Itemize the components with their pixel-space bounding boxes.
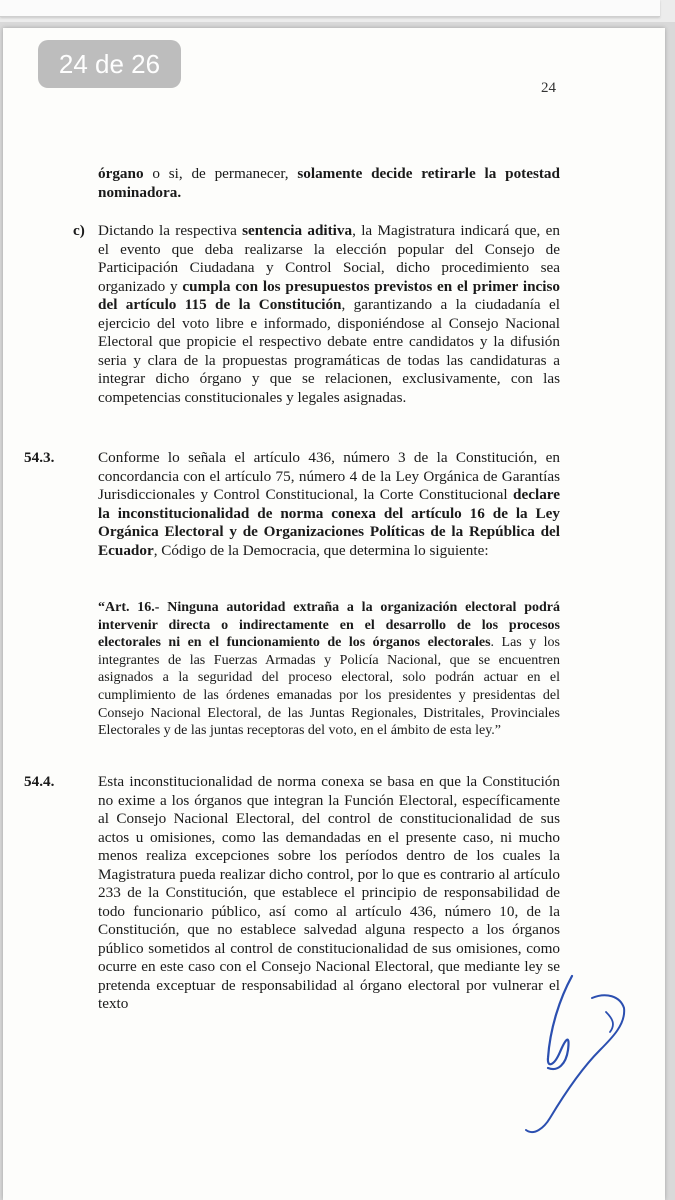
list-marker-c: c) xyxy=(73,222,85,239)
text-run: . Las y los integrantes de las Fuerzas Armadas y Policía Nacional, que se encuentren asignados a la seguridad del proceso electoral, solo podrán actuar en el cumplimiento de las órdenes emanadas por los presidentes y presidentas del Consejo Nacional Electoral, de las Juntas Regionales, Distritales, Provinciales Electorales y de las juntas receptoras del voto, en el ámbito de esta ley.” xyxy=(98,635,560,739)
text-run: Conforme lo señala el artículo 436, número 3 de la Constitución, en concordancia con el artículo 75, número 4 de la Ley Orgánica de Garantías Jurisdiccionales y Control Constitucional, la Corte Constitucional xyxy=(98,449,560,503)
bold-run: cumpla con los presupuestos previstos en el primer inciso del artículo 115 de la Constitución xyxy=(98,277,560,313)
text-run: o si, de permanecer, xyxy=(143,165,298,182)
paragraph-54-4: Esta inconstitucionalidad de norma conexa se basa en que la Constitución no exime a los órganos que integran la Función Electoral, específicamente al Consejo Nacional Electoral, del control de constitucionalidad de sus actos u omisiones, como las demandadas en el presente caso, ni mucho menos realiza excepciones sobre los períodos dentro de los cuales la Magistratura pueda realizar dicho control, por lo que es contrario al artículo 233 de la Constitución, que establece el principio de responsabilidad de todo funcionario público, así como al artículo 436, número 10, de la Constitución, que no establece salvedad alguna respecto a los órganos público sometidos al control de constitucionalidad de sus omisiones, como ocurre en este caso con el Consejo Nacional Electoral, que mediante ley se pretenda exceptuar de responsabilidad al órgano electoral por vulnerar el texto xyxy=(98,773,560,1012)
paragraph-continuation xyxy=(98,165,560,202)
paragraph-54-3 xyxy=(98,449,560,560)
paragraph-number-54-3: 54.3. xyxy=(24,449,55,466)
bold-run: sentencia aditiva xyxy=(242,222,353,239)
bold-run: “Art. 16.- Ninguna autoridad extraña a la organización electoral podrá intervenir directa o indirectamente en el desarrollo de los procesos electorales ni en el funcionamiento de los órganos electorales xyxy=(98,600,560,651)
list-item-c xyxy=(98,222,560,407)
text-run: , la Magistratura indicará que, en el evento que deba realizarse la elección popular del Consejo de Participación Ciudadana y Control Social, dicho procedimiento sea organizado y xyxy=(98,222,560,295)
text-run: Dictando la respectiva xyxy=(98,222,243,239)
previous-page-edge xyxy=(0,0,660,17)
bold-run: órgano xyxy=(98,165,144,182)
page-number: 24 xyxy=(541,80,556,96)
text-run: , Código de la Democracia, que determina lo siguiente: xyxy=(153,541,489,559)
handwritten-signature xyxy=(520,968,650,1138)
quoted-article-16 xyxy=(98,599,560,740)
text-run: , garantizando a la ciudadanía el ejercicio del voto libre e informado, disponiéndose al Consejo Nacional Electoral que propicie el respectivo debate entre candidatos y la difusión seria y clara de la propuestas programáticas de todas las candidaturas a integrar dicho órgano y que se relacionen, exclusivamente, con las competencias constitucionales y legales asignadas. xyxy=(98,296,560,406)
bold-run: declare la inconstitucionalidad de norma conexa del artículo 16 de la Ley Orgánica Electoral y de Organizaciones Políticas de la República del Ecuador xyxy=(98,486,560,559)
paragraph-number-54-4: 54.4. xyxy=(24,773,55,790)
page-counter-badge: 24 de 26 xyxy=(38,40,181,88)
bold-run: solamente decide retirarle la potestad nominadora. xyxy=(98,165,560,201)
